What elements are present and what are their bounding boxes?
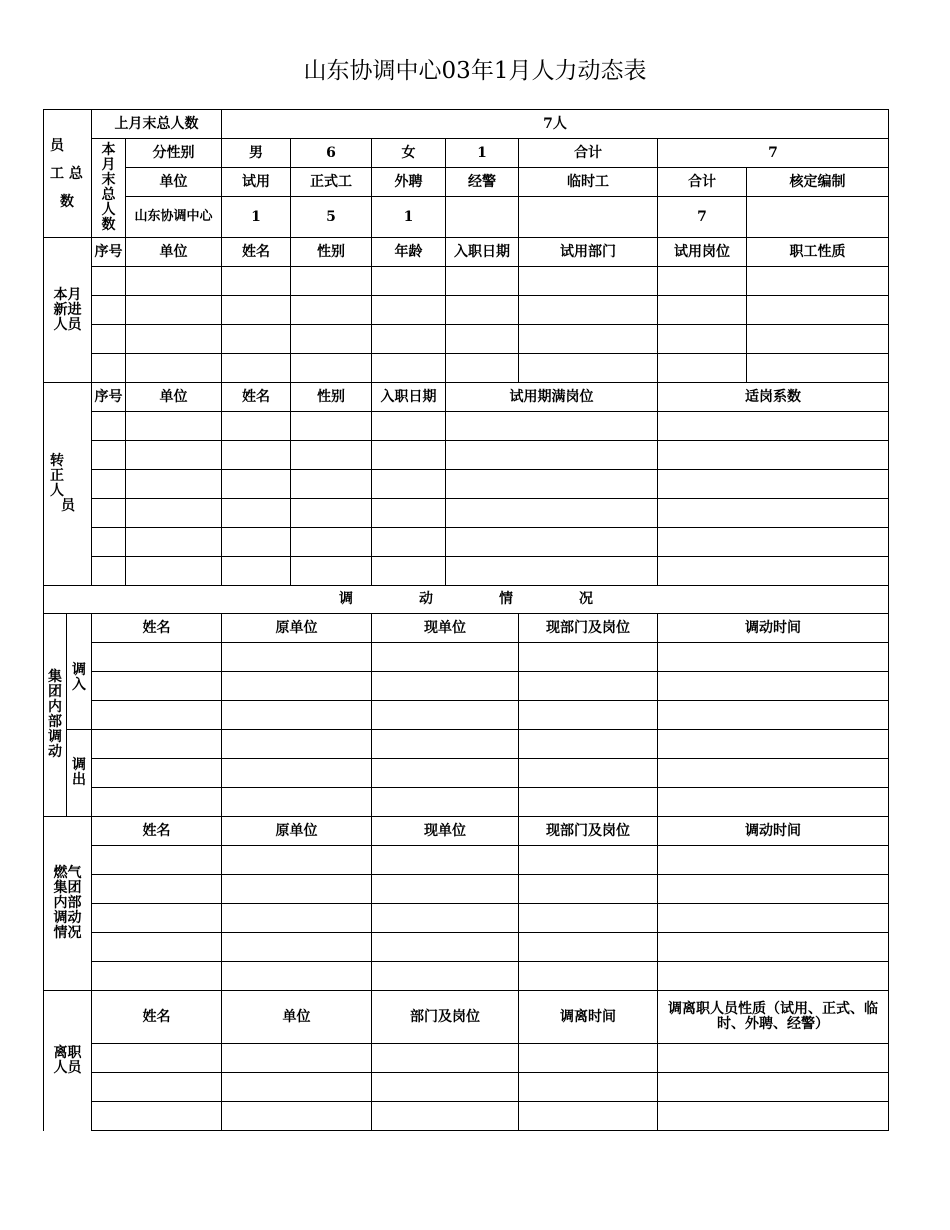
table-cell[interactable]	[519, 730, 658, 759]
table-row	[44, 441, 889, 470]
regular-staff-header: 序号	[92, 383, 126, 412]
table-cell[interactable]	[519, 701, 658, 730]
transfer-header: 姓名	[92, 614, 222, 643]
table-row	[44, 875, 889, 904]
table-cell[interactable]	[126, 354, 222, 383]
unit-value: 山东协调中心	[126, 197, 222, 238]
table-cell[interactable]	[222, 904, 372, 933]
table-cell[interactable]	[92, 962, 222, 991]
table-cell[interactable]	[446, 499, 658, 528]
table-cell[interactable]	[222, 875, 372, 904]
table-cell[interactable]	[92, 528, 126, 557]
quota-value	[747, 197, 889, 238]
table-cell[interactable]	[519, 1044, 658, 1073]
table-cell[interactable]	[291, 296, 372, 325]
regular-staff-header: 适岗系数	[658, 383, 889, 412]
table-cell[interactable]	[126, 267, 222, 296]
new-staff-header: 入职日期	[446, 238, 519, 267]
table-cell[interactable]	[291, 325, 372, 354]
table-cell[interactable]	[446, 441, 658, 470]
table-cell[interactable]	[222, 325, 291, 354]
table-cell[interactable]	[126, 499, 222, 528]
table-cell[interactable]	[658, 557, 889, 586]
table-cell[interactable]	[126, 441, 222, 470]
table-cell[interactable]	[92, 788, 222, 817]
table-cell[interactable]	[446, 557, 658, 586]
table-cell[interactable]	[126, 470, 222, 499]
transfer-banner-char: 情	[499, 591, 514, 607]
regular-staff-header: 试用期满岗位	[446, 383, 658, 412]
table-cell[interactable]	[92, 267, 126, 296]
female-value: 1	[446, 139, 519, 168]
table-cell[interactable]	[372, 528, 446, 557]
table-cell[interactable]	[222, 499, 291, 528]
table-cell[interactable]	[519, 904, 658, 933]
transfer-header: 调动时间	[658, 614, 889, 643]
table-cell[interactable]	[747, 296, 889, 325]
table-cell[interactable]	[92, 933, 222, 962]
table-row	[44, 499, 889, 528]
table-cell[interactable]	[519, 875, 658, 904]
table-cell[interactable]	[222, 1044, 372, 1073]
hr-dynamics-table	[43, 109, 889, 1131]
table-cell[interactable]	[658, 412, 889, 441]
departure-label: 离职 人员	[44, 991, 92, 1131]
transfer-banner-char: 况	[579, 591, 594, 607]
type-header: 正式工	[291, 168, 372, 197]
regular-staff-header: 单位	[126, 383, 222, 412]
table-cell[interactable]	[519, 267, 658, 296]
gas-header: 原单位	[222, 817, 372, 846]
table-cell[interactable]	[291, 441, 372, 470]
new-staff-header: 性别	[291, 238, 372, 267]
table-cell[interactable]	[658, 933, 889, 962]
female-label: 女	[372, 139, 446, 168]
table-cell[interactable]	[658, 325, 747, 354]
table-row	[44, 788, 889, 817]
table-cell[interactable]	[372, 499, 446, 528]
new-staff-header: 职工性质	[747, 238, 889, 267]
gender-total-value: 7	[658, 139, 889, 168]
page-title: 山东协调中心03年1月人力动态表	[303, 58, 647, 84]
transfer-banner	[44, 586, 889, 614]
table-cell[interactable]	[126, 528, 222, 557]
table-cell[interactable]	[372, 643, 519, 672]
table-cell[interactable]	[222, 701, 372, 730]
departure-header: 调离职人员性质（试用、正式、临时、外聘、经警）	[658, 991, 889, 1044]
table-cell[interactable]	[92, 875, 222, 904]
internal-transfer-label: 集 团 内 部 调 动	[44, 614, 67, 817]
new-staff-header: 单位	[126, 238, 222, 267]
type-header: 外聘	[372, 168, 446, 197]
table-row	[44, 643, 889, 672]
table-cell[interactable]	[658, 672, 889, 701]
table-cell[interactable]	[92, 846, 222, 875]
table-cell[interactable]	[222, 672, 372, 701]
table-cell[interactable]	[126, 325, 222, 354]
type-header: 试用	[222, 168, 291, 197]
departure-header: 姓名	[92, 991, 222, 1044]
table-cell[interactable]	[291, 412, 372, 441]
gas-group-label: 燃气 集团 内部 调动 情况	[44, 817, 92, 991]
table-cell[interactable]	[92, 354, 126, 383]
table-cell[interactable]	[291, 557, 372, 586]
table-cell[interactable]	[747, 354, 889, 383]
table-cell[interactable]	[291, 470, 372, 499]
transfer-header: 原单位	[222, 614, 372, 643]
table-cell[interactable]	[519, 325, 658, 354]
new-staff-header: 年龄	[372, 238, 446, 267]
table-row	[44, 933, 889, 962]
table-cell[interactable]	[372, 962, 519, 991]
table-cell[interactable]	[92, 904, 222, 933]
table-cell[interactable]	[222, 1073, 372, 1102]
new-staff-header: 试用部门	[519, 238, 658, 267]
table-cell[interactable]	[372, 1044, 519, 1073]
table-cell[interactable]	[222, 643, 372, 672]
table-cell[interactable]	[291, 354, 372, 383]
table-cell[interactable]	[372, 875, 519, 904]
table-cell[interactable]	[126, 557, 222, 586]
table-cell[interactable]	[222, 933, 372, 962]
table-cell[interactable]	[291, 528, 372, 557]
table-cell[interactable]	[372, 296, 446, 325]
table-cell[interactable]	[222, 267, 291, 296]
formal-value: 5	[291, 197, 372, 238]
type-header: 临时工	[519, 168, 658, 197]
staff-total-label: 员 工 总 数	[44, 110, 92, 238]
regular-staff-header: 入职日期	[372, 383, 446, 412]
table-cell[interactable]	[446, 267, 519, 296]
table-cell[interactable]	[372, 759, 519, 788]
table-cell[interactable]	[92, 701, 222, 730]
table-cell[interactable]	[372, 267, 446, 296]
table-cell[interactable]	[372, 788, 519, 817]
table-row	[44, 1102, 889, 1131]
transfer-banner-char: 动	[419, 591, 434, 607]
table-cell[interactable]	[222, 557, 291, 586]
table-cell[interactable]	[658, 499, 889, 528]
table-cell[interactable]	[519, 846, 658, 875]
table-row	[44, 759, 889, 788]
table-cell[interactable]	[658, 643, 889, 672]
table-cell[interactable]	[222, 1102, 372, 1131]
table-cell[interactable]	[92, 759, 222, 788]
transfer-in-label: 调 入	[67, 614, 92, 730]
table-cell[interactable]	[446, 412, 658, 441]
table-row	[44, 701, 889, 730]
table-cell[interactable]	[519, 759, 658, 788]
male-value: 6	[291, 139, 372, 168]
table-cell[interactable]	[519, 788, 658, 817]
table-cell[interactable]	[372, 672, 519, 701]
table-cell[interactable]	[372, 846, 519, 875]
gas-header: 现部门及岗位	[519, 817, 658, 846]
table-row	[44, 528, 889, 557]
total-value: 7	[658, 197, 747, 238]
table-cell[interactable]	[519, 296, 658, 325]
table-cell[interactable]	[519, 933, 658, 962]
table-cell[interactable]	[658, 267, 747, 296]
table-cell[interactable]	[372, 904, 519, 933]
last-month-total-value: 7人	[222, 110, 889, 139]
table-cell[interactable]	[658, 296, 747, 325]
table-cell[interactable]	[291, 499, 372, 528]
temp-value	[519, 197, 658, 238]
type-header: 核定编制	[747, 168, 889, 197]
guard-value	[446, 197, 519, 238]
table-cell[interactable]	[658, 528, 889, 557]
table-cell[interactable]	[222, 354, 291, 383]
type-header: 单位	[126, 168, 222, 197]
departure-header: 调离时间	[519, 991, 658, 1044]
table-row	[44, 1044, 889, 1073]
transfer-header: 现单位	[372, 614, 519, 643]
table-cell[interactable]	[658, 730, 889, 759]
last-month-total-label: 上月末总人数	[92, 110, 222, 139]
type-header: 合计	[658, 168, 747, 197]
departure-header: 部门及岗位	[372, 991, 519, 1044]
table-cell[interactable]	[92, 296, 126, 325]
table-cell[interactable]	[222, 470, 291, 499]
table-cell[interactable]	[222, 962, 372, 991]
table-cell[interactable]	[222, 441, 291, 470]
table-row	[44, 846, 889, 875]
trial-value: 1	[222, 197, 291, 238]
type-header: 经警	[446, 168, 519, 197]
table-cell[interactable]	[222, 759, 372, 788]
table-cell[interactable]	[658, 962, 889, 991]
table-row	[44, 730, 889, 759]
table-cell[interactable]	[446, 354, 519, 383]
table-cell[interactable]	[658, 470, 889, 499]
new-staff-header: 序号	[92, 238, 126, 267]
table-cell[interactable]	[519, 1073, 658, 1102]
table-cell[interactable]	[222, 846, 372, 875]
table-cell[interactable]	[658, 1073, 889, 1102]
table-cell[interactable]	[658, 701, 889, 730]
gas-header: 姓名	[92, 817, 222, 846]
table-cell[interactable]	[222, 296, 291, 325]
table-cell[interactable]	[92, 441, 126, 470]
table-cell[interactable]	[519, 354, 658, 383]
table-cell[interactable]	[372, 730, 519, 759]
transfer-out-label: 调 出	[67, 730, 92, 817]
table-cell[interactable]	[222, 412, 291, 441]
table-cell[interactable]	[446, 470, 658, 499]
table-cell[interactable]	[658, 1102, 889, 1131]
table-cell[interactable]	[372, 470, 446, 499]
table-row	[44, 325, 889, 354]
month-end-total-label: 本 月 末 总 人 数	[92, 139, 126, 238]
table-row	[44, 962, 889, 991]
table-cell[interactable]	[92, 1073, 222, 1102]
new-staff-header: 试用岗位	[658, 238, 747, 267]
table-cell[interactable]	[372, 701, 519, 730]
table-cell[interactable]	[446, 296, 519, 325]
table-cell[interactable]	[92, 672, 222, 701]
table-cell[interactable]	[658, 904, 889, 933]
table-cell[interactable]	[92, 499, 126, 528]
gender-total-label: 合计	[519, 139, 658, 168]
table-cell[interactable]	[92, 557, 126, 586]
table-cell[interactable]	[92, 730, 222, 759]
new-staff-label: 本月 新进 人员	[44, 238, 92, 383]
table-cell[interactable]	[372, 441, 446, 470]
table-cell[interactable]	[658, 441, 889, 470]
table-cell[interactable]	[291, 267, 372, 296]
table-cell[interactable]	[92, 412, 126, 441]
regular-staff-label: 转 正 人 员	[44, 383, 92, 586]
table-row	[44, 904, 889, 933]
gender-label: 分性别	[126, 139, 222, 168]
new-staff-header: 姓名	[222, 238, 291, 267]
regular-staff-header: 性别	[291, 383, 372, 412]
table-cell[interactable]	[658, 354, 747, 383]
table-cell[interactable]	[126, 412, 222, 441]
table-row	[44, 1073, 889, 1102]
table-cell[interactable]	[446, 325, 519, 354]
table-cell[interactable]	[658, 846, 889, 875]
table-cell[interactable]	[372, 354, 446, 383]
table-cell[interactable]	[92, 1044, 222, 1073]
table-cell[interactable]	[92, 470, 126, 499]
transfer-banner-char: 调	[339, 591, 354, 607]
departure-header: 单位	[222, 991, 372, 1044]
table-row	[44, 354, 889, 383]
table-cell[interactable]	[747, 267, 889, 296]
table-cell[interactable]	[658, 875, 889, 904]
regular-staff-header: 姓名	[222, 383, 291, 412]
transfer-header: 现部门及岗位	[519, 614, 658, 643]
external-value: 1	[372, 197, 446, 238]
table-cell[interactable]	[658, 788, 889, 817]
table-cell[interactable]	[446, 528, 658, 557]
table-row	[44, 412, 889, 441]
table-row	[44, 557, 889, 586]
table-cell[interactable]	[126, 296, 222, 325]
table-cell[interactable]	[92, 643, 222, 672]
table-cell[interactable]	[222, 730, 372, 759]
table-cell[interactable]	[372, 933, 519, 962]
male-label: 男	[222, 139, 291, 168]
table-cell[interactable]	[372, 557, 446, 586]
table-row	[44, 296, 889, 325]
table-cell[interactable]	[658, 759, 889, 788]
table-cell[interactable]	[372, 412, 446, 441]
table-cell[interactable]	[92, 325, 126, 354]
table-cell[interactable]	[372, 1073, 519, 1102]
table-cell[interactable]	[372, 1102, 519, 1131]
table-row	[44, 672, 889, 701]
table-cell[interactable]	[519, 672, 658, 701]
gas-header: 调动时间	[658, 817, 889, 846]
table-cell[interactable]	[747, 325, 889, 354]
table-cell[interactable]	[519, 1102, 658, 1131]
table-cell[interactable]	[372, 325, 446, 354]
table-cell[interactable]	[222, 528, 291, 557]
table-row	[44, 267, 889, 296]
table-cell[interactable]	[222, 788, 372, 817]
table-cell[interactable]	[658, 1044, 889, 1073]
table-row	[44, 470, 889, 499]
table-cell[interactable]	[519, 643, 658, 672]
table-cell[interactable]	[519, 962, 658, 991]
table-cell[interactable]	[92, 1102, 222, 1131]
gas-header: 现单位	[372, 817, 519, 846]
